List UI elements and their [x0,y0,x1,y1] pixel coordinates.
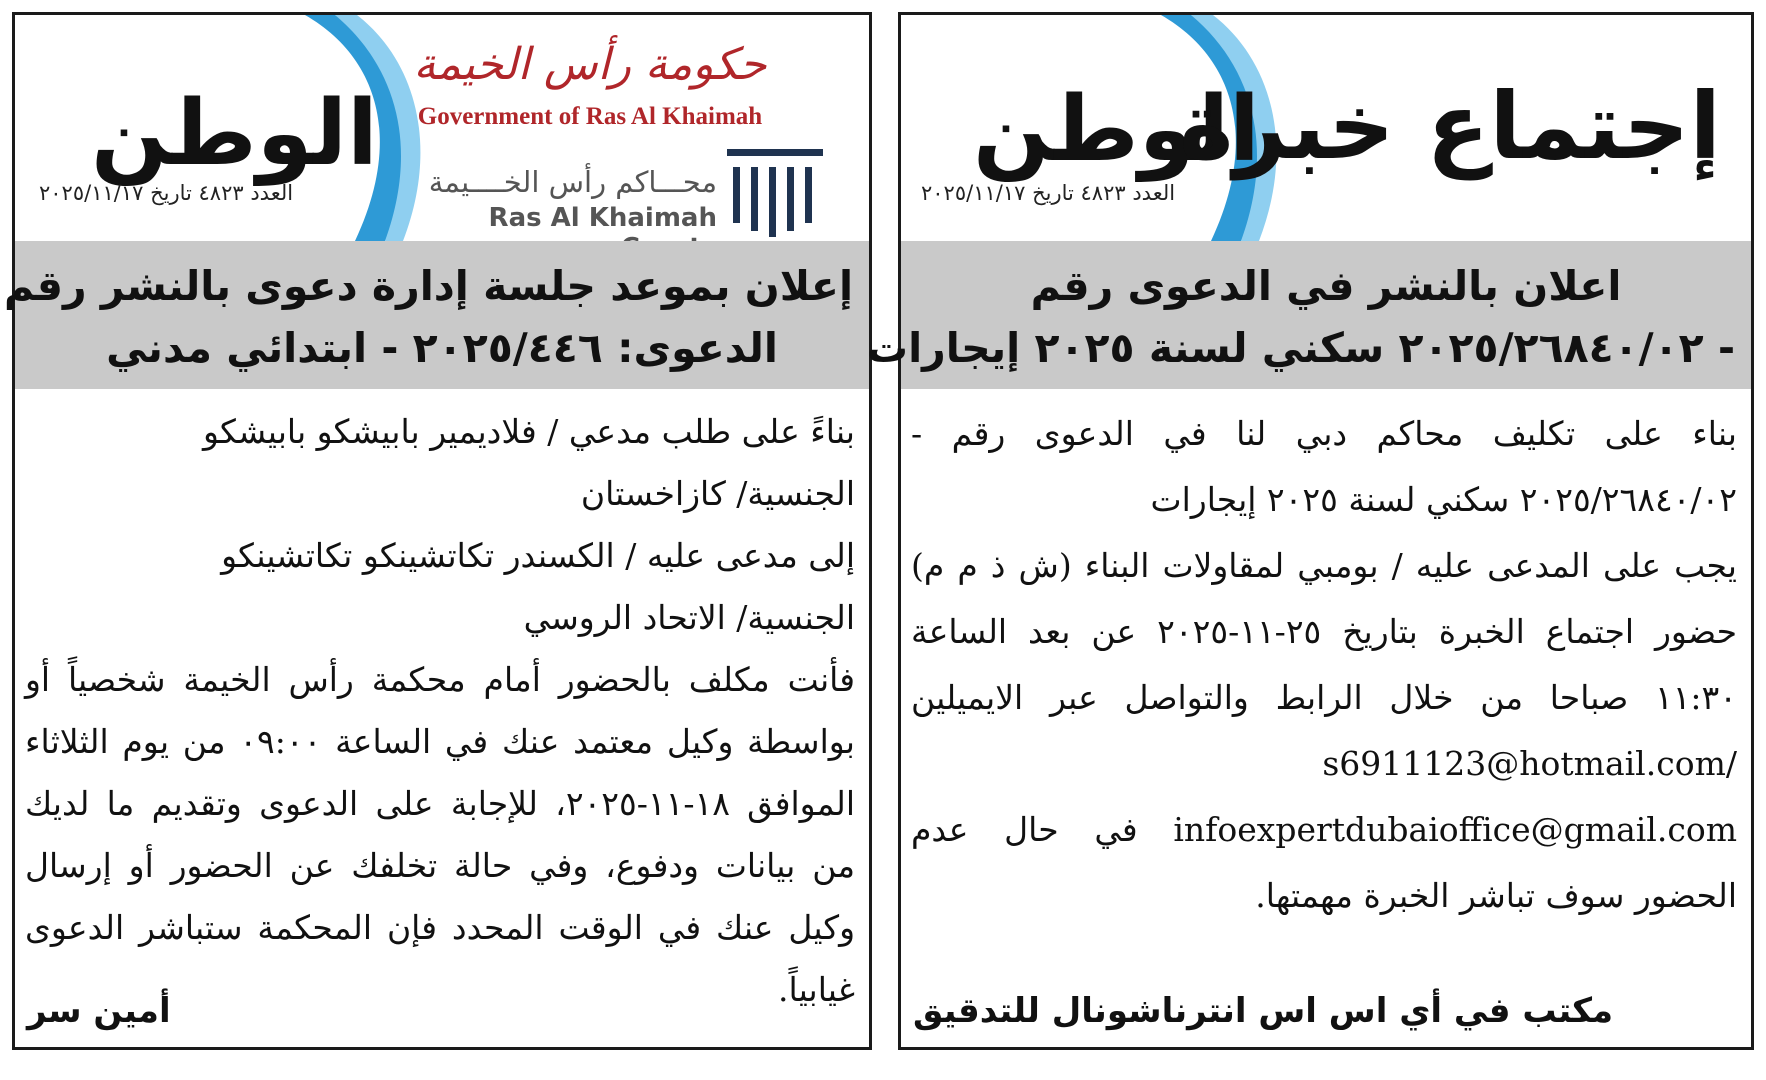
signature: أمين سر [27,991,171,1031]
newspaper-logo: الوطن [91,81,378,186]
body-paragraph: بناء على تكليف محاكم دبي لنا في الدعوى رقم - ٢٠٢٥/٢٦٨٤٠/٠٢ سكني لسنة ٢٠٢٥ إيجارات [911,414,1737,519]
government-name-arabic: حكومة رأس الخيمة [413,39,767,90]
notice-headline [3,241,869,389]
headline-line-1: اعلان بالنشر في الدعوى رقم [1030,262,1622,310]
issue-date: العدد ٤٨٢٣ تاريخ ٢٠٢٥/١١/١٧ [921,181,1176,205]
newspaper-logo: الوطن [973,77,1260,182]
expert-meeting-panel [866,12,1754,1050]
issue-date: العدد ٤٨٢٣ تاريخ ٢٠٢٥/١١/١٧ [39,181,294,205]
notice-body [15,401,869,1021]
body-paragraph: الجنسية/ الاتحاد الروسي [523,598,855,637]
body-paragraph: الجنسية/ كازاخستان [580,474,855,513]
headline-line-2: الدعوى: ٢٠٢٥/٤٤٦ - ابتدائي مدني [106,324,778,372]
courts-columns-icon [727,149,823,239]
notice-title: إجتماع خبرة [1179,73,1721,180]
notice-header [15,15,869,241]
courts-name-arabic: محـــاكم رأس الخــــيمة [428,165,717,199]
government-name-english: Government of Ras Al Khaimah [417,103,763,130]
body-paragraph: فأنت مكلف بالحضور أمام محكمة رأس الخيمة شخصياً أو بواسطة وكيل معتمد عنك في الساعة ٠٩:٠٠ من يوم الثلاثاء الموافق ١٨-١١-٢٠٢٥، للإجابة على الدعوى وتقديم ما لديك من بيانات ودفوع، وفي حالة تخلفك عن الحضور أو إرسال وكيل عنك في الوقت المحدد فإن المحكمة ستباشر الدعوى غيابياً. [25,660,855,1009]
courts-name-english: Ras Al Khaimah [488,203,717,233]
body-paragraph: يجب على المدعى عليه / بومبي لمقاولات البناء (ش ذ م م) حضور اجتماع الخبرة بتاريخ ٢٥-١١-٢٠٢٥ عن بعد الساعة ١١:٣٠ صباحا من خلال الرابط والتواصل عبر الايميلين s6911123@hotmail.com/ infoexpertdubaioffice@gmail.com في حال عدم الحضور سوف تباشر الخبرة مهمتها. [911,546,1737,915]
body-paragraph: بناءً على طلب مدعي / فلاديمير بابيشكو بابيشكو [203,412,855,451]
headline-line-2: - ٢٠٢٥/٢٦٨٤٠/٠٢ سكني لسنة ٢٠٢٥ إيجارات [866,324,1735,372]
notice-headline [866,241,1751,389]
body-paragraph: إلى مدعى عليه / الكسندر تكاتشينكو تكاتشينكو [221,536,855,575]
notice-body [901,401,1751,929]
court-notice-panel [3,12,872,1050]
notice-header [901,15,1751,241]
headline-line-1: إعلان بموعد جلسة إدارة دعوى بالنشر رقم [3,262,853,310]
signature: مكتب في أي اس اس انترناشونال للتدقيق [913,991,1614,1031]
